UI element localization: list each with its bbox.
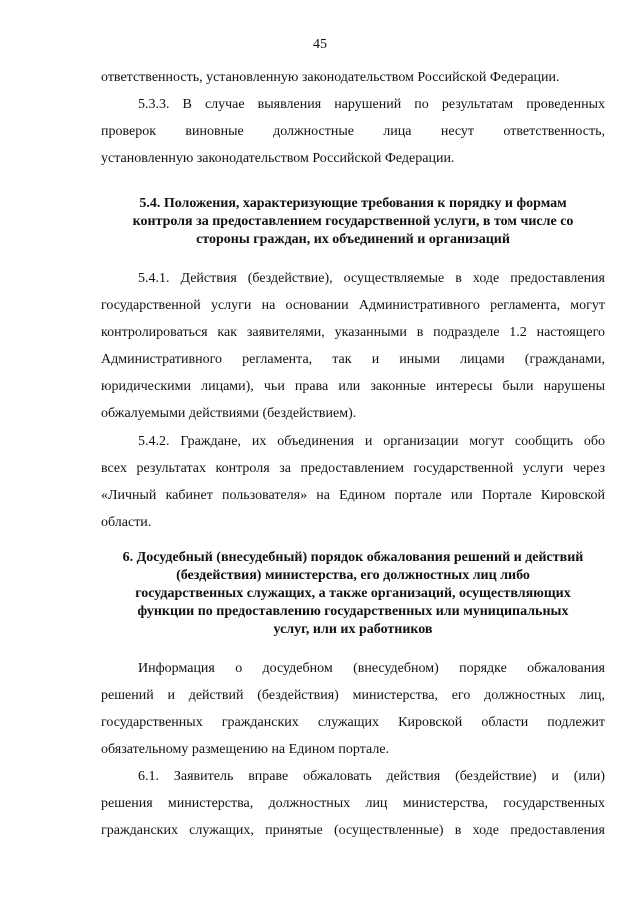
text-line: 5.4.2. Граждане, их объединения и организации могут сообщить обо [138,434,605,449]
text-line: решений и действий (бездействия) министерства, его должностных лиц, [101,688,605,703]
text-line: юридическими лицами), чьи права или законные интересы были нарушены [101,379,605,394]
heading-line: 6. Досудебный (внесудебный) порядок обжалования решений и действий [122,550,584,565]
text-line: Административного регламента, так и иными лицами (гражданами, [101,352,605,367]
page-number: 45 [313,37,327,52]
paragraph-6-intro [101,660,605,759]
text-line: установленную законодательством Российской Федерации. [101,151,455,166]
text-line: 6.1. Заявитель вправе обжаловать действия (бездействие) и (или) [138,769,605,784]
paragraph-6-1 [101,768,605,840]
paragraph-carryover [101,69,605,87]
text-line: государственной услуги на основании Административного регламента, могут [101,298,605,313]
text-line: гражданских служащих, принятые (осуществленные) в ходе предоставления [101,823,605,838]
text-line: всех результатах контроля за предоставлением государственной услуги через [101,461,605,476]
text-line: решения министерства, должностных лиц министерства, государственных [101,796,605,811]
text-line: 5.3.3. В случае выявления нарушений по результатам проведенных [138,97,605,112]
heading-line: (бездействия) министерства, его должностных лиц либо [176,568,530,583]
heading-6 [101,549,605,639]
text-line: обязательному размещению на Едином портале. [101,742,390,757]
text-line: проверок виновные должностные лица несут ответственность, [101,124,605,139]
paragraph-5-4-2 [101,433,605,532]
heading-line: контроля за предоставлением государственной услуги, в том числе со [132,214,574,229]
heading-line: 5.4. Положения, характеризующие требования к порядку и формам [139,196,567,211]
heading-line: функции по предоставлению государственных или муниципальных [137,604,569,619]
text-line: области. [101,515,152,530]
heading-line: стороны граждан, их объединений и организаций [196,232,510,247]
heading-line: услуг, или их работников [273,622,433,637]
text-line: ответственность, установленную законодательством Российской Федерации. [101,70,560,85]
text-line: контролироваться как заявителями, указанными в подразделе 1.2 настоящего [101,325,605,340]
text-line: государственных гражданских служащих Кировской области подлежит [101,715,605,730]
paragraph-5-3-3 [101,96,605,168]
text-line: Информация о досудебном (внесудебном) порядке обжалования [138,661,605,676]
heading-line: государственных служащих, а также организаций, осуществляющих [135,586,571,601]
text-line: 5.4.1. Действия (бездействие), осуществляемые в ходе предоставления [138,271,605,286]
text-line: обжалуемыми действиями (бездействием). [101,406,357,421]
paragraph-5-4-1 [101,270,605,423]
text-line: «Личный кабинет пользователя» на Едином портале или Портале Кировской [101,488,605,503]
heading-5-4 [101,195,605,249]
